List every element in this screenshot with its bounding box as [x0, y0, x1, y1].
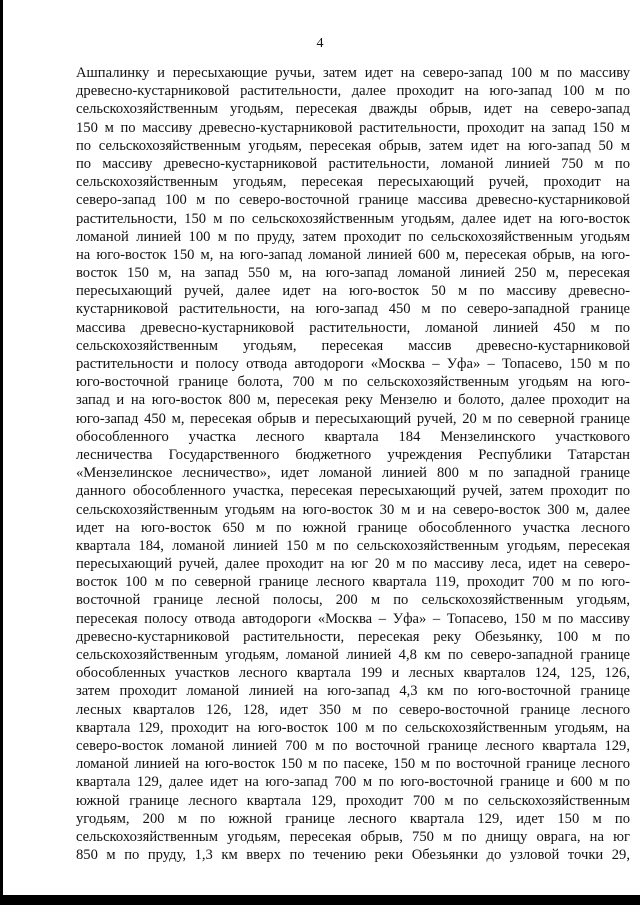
text-line: растительности, 150 м по сельскохозяйственным угодьям, далее идет на юго-восток: [76, 210, 630, 227]
text-line: юго-восточной границе болота, 700 м по сельскохозяйственным угодьям на юго-: [76, 374, 630, 391]
text-line: квартала 129, далее идет на юго-запад 700 м по юго-восточной границе и 600 м по: [76, 774, 630, 791]
text-line: ломаной линией 100 м по пруду, затем проходит по сельскохозяйственным угодьям: [76, 228, 630, 245]
text-line: 850 м по пруду, 1,3 км вверх по течению реки Обезьянки до узловой точки 29,: [76, 847, 630, 864]
text-line: угодьям, 200 м по южной границе лесного квартала 129, идет 150 м по: [76, 810, 630, 827]
page-number: 4: [316, 36, 324, 51]
text-line: запад и на юго-восток 800 м, пересекая реку Мензелю и болото, далее проходит на: [76, 392, 630, 409]
text-line: затем проходит ломаной линией на юго-запад 4,3 км по юго-восточной границе: [76, 683, 630, 700]
text-line: восток 150 м, на запад 550 м, на юго-запад ломаной линией 250 м, пересекая: [76, 265, 630, 282]
text-line: южной границе лесного квартала 129, проходит 700 м по сельскохозяйственным: [76, 792, 630, 809]
text-line: сельскохозяйственным угодьям, ломаной линией 4,8 км по северо-западной границе: [76, 647, 630, 663]
text-line: древесно-кустарниковой растительности, далее проходит на юго-запад 100 м по: [76, 83, 630, 100]
text-line: массива древесно-кустарниковой растительности, ломаной линией 450 м по: [76, 319, 630, 336]
text-line: обособленного участка лесного квартала 184 Мензелинского участкового: [76, 428, 630, 445]
text-line: пересыхающий ручей, далее проходит на юг 20 м по массиву леса, идет на северо-: [76, 556, 630, 573]
text-line: 150 м по массиву древесно-кустарниковой растительности, проходит на запад 150 м: [76, 119, 630, 136]
text-line: восток 100 м по северной границе лесного квартала 119, проходит 700 м по юго-: [76, 574, 630, 591]
text-line: древесно-кустарниковой растительности, пересекая реку Обезьянку, 100 м по: [76, 628, 630, 645]
text-line: кустарниковой растительности, на юго-запад 450 м по северо-западной границе: [76, 301, 630, 318]
text-line: лесничества Государственного бюджетного учреждения Республики Татарстан: [76, 446, 630, 463]
text-line: восточной границе лесной полосы, 200 м по сельскохозяйственным угодьям,: [76, 592, 630, 609]
text-line: сельскохозяйственным угодьям, пересекая массив древесно-кустарниковой: [76, 337, 630, 354]
text-line: «Мензелинское лесничество», идет ломаной линией 800 м по западной границе: [76, 465, 630, 482]
body-text: [76, 64, 630, 864]
text-line: на юго-восток 150 м, на юго-запад ломаной линией 600 м, пересекая обрыв, на юго-: [76, 246, 630, 263]
text-line: идет на юго-восток 650 м по южной границе обособленного участка лесного: [76, 519, 630, 536]
text-line: данного обособленного участка, пересекая пересыхающий ручей, затем проходит по: [76, 483, 630, 500]
text-line: квартала 184, ломаной линией 150 м по сельскохозяйственным угодьям, пересекая: [76, 537, 630, 554]
text-line: квартала 129, проходит на юго-восток 100 м по сельскохозяйственным угодьям, на: [76, 719, 630, 736]
text-line: по массиву древесно-кустарниковой растительности, ломаной линией 750 м по: [76, 155, 630, 172]
text-line: сельскохозяйственным угодьям, пересекая обрыв, 750 м по днищу оврага, на юг: [76, 828, 630, 845]
text-line: сельскохозяйственным угодьям, пересекая дважды обрыв, идет на северо-запад: [76, 101, 630, 118]
text-line: северо-запад 100 м по северо-восточной границе массива древесно-кустарниковой: [76, 192, 630, 209]
text-line: сельскохозяйственным угодьям, пересекая пересыхающий ручей, проходит на: [76, 174, 630, 191]
text-line: обособленных участков лесного квартала 199 и лесных кварталов 124, 125, 126,: [76, 665, 630, 682]
text-line: Ашпалинку и пересыхающие ручьи, затем идет на северо-запад 100 м по массиву: [76, 65, 630, 81]
text-line: ломаной линией на юго-восток 150 м по пасеке, 150 м по восточной границе лесного: [76, 756, 630, 773]
text-line: сельскохозяйственным угодьям на юго-восток 30 м и на северо-восток 300 м, далее: [76, 501, 630, 518]
text-line: пересекая полосу отвода автодороги «Москва – Уфа» – Топасево, 150 м по массиву: [76, 610, 630, 627]
text-line: юго-запад 450 м, пересекая обрыв и пересыхающий ручей, 20 м по северной границе: [76, 410, 630, 427]
text-line: лесных кварталов 126, 128, идет 350 м по северо-восточной границе лесного: [76, 701, 630, 718]
text-line: растительности и полосу отвода автодороги «Москва – Уфа» – Топасево, 150 м по: [76, 356, 630, 372]
text-line: северо-восток ломаной линией 700 м по восточной границе лесного квартала 129,: [76, 737, 630, 754]
text-line: пересыхающий ручей, далее идет на юго-восток 50 м по массиву древесно-: [76, 283, 630, 300]
scan-bottom-edge: [0, 895, 640, 905]
scan-left-edge: [0, 0, 3, 905]
text-line: по сельскохозяйственным угодьям, пересекая обрыв, затем идет на юго-запад 50 м: [76, 137, 630, 154]
